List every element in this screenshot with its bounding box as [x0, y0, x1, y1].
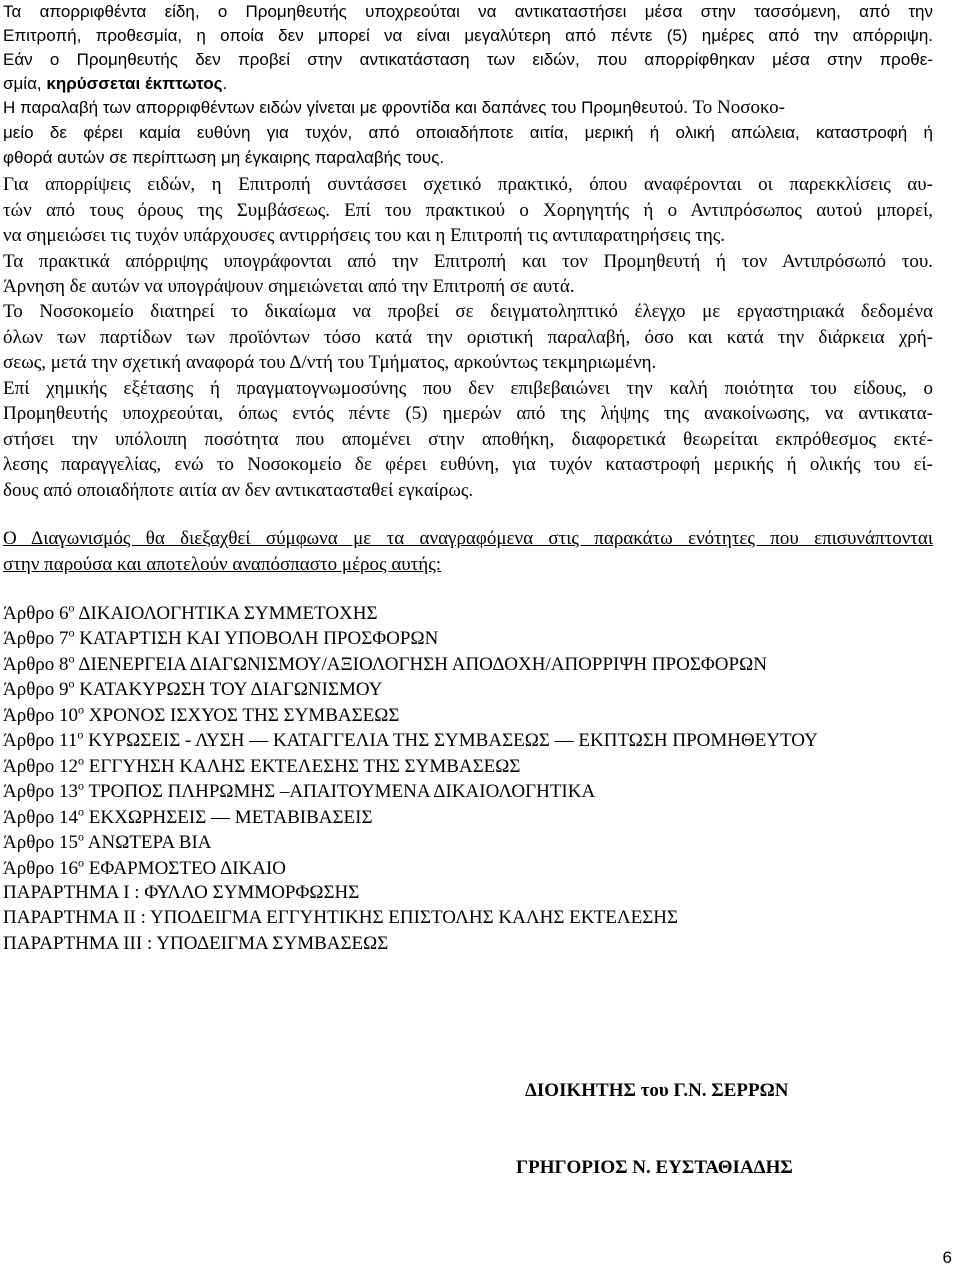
text-line: να σημειώσει τις τυχόν υπάρχουσες αντιρρήσεις του και η Επιτροπή τις αντιπαρατηρήσεις της.: [3, 225, 726, 246]
article-title: ΕΦΑΡΜΟΣΤΕΟ ΔΙΚΑΙΟ: [84, 858, 287, 879]
signature-title: ΔΙΟΙΚΗΤΗΣ του Γ.Ν. ΣΕΡΡΩΝ: [525, 1080, 789, 1101]
underlined-intro-line: Ο Διαγωνισμός θα διεξαχθεί σύμφωνα με τα αναγραφόμενα στις παρακάτω ενότητες που επισυνάπτονται: [3, 528, 933, 549]
article-item: [3, 627, 438, 651]
text-span: σμία,: [3, 74, 47, 93]
article-item: [3, 678, 382, 702]
article-item: [3, 653, 767, 677]
article-label: Άρθρο 11: [3, 730, 78, 751]
article-title: ΕΚΧΩΡΗΣΕΙΣ — ΜΕΤΑΒΙΒΑΣΕΙΣ: [84, 807, 373, 828]
text-line: [3, 72, 227, 96]
article-item: [3, 704, 399, 728]
signature-name: ΓΡΗΓΟΡΙΟΣ Ν. ΕΥΣΤΑΘΙΑΔΗΣ: [516, 1157, 793, 1178]
article-sup: ο: [77, 727, 84, 742]
article-title: ΔΙΕΝΕΡΓΕΙΑ ΔΙΑΓΩΝΙΣΜΟΥ/ΑΞΙΟΛΟΓΗΣΗ ΑΠΟΔΟΧΗ/ΑΠΟΡΡΙΨΗ ΠΡΟΣΦΟΡΩΝ: [74, 654, 767, 675]
article-item: [3, 729, 818, 753]
article-sup: ο: [78, 778, 85, 793]
article-label: Άρθρο 15: [3, 832, 79, 853]
article-title: ΕΓΓΥΗΣΗ ΚΑΛΗΣ ΕΚΤΕΛΕΣΗΣ ΤΗΣ ΣΥΜΒΑΣΕΩΣ: [84, 756, 521, 777]
article-label: Άρθρο 13: [3, 781, 79, 802]
annex-item: ΠΑΡΑΡΤΗΜΑ ΙΙΙ : ΥΠΟΔΕΙΓΜΑ ΣΥΜΒΑΣΕΩΣ: [3, 933, 389, 954]
article-label: Άρθρο 7: [3, 628, 69, 649]
text-span: Η παραλαβή των απορριφθέντων ειδών γίνεται με φροντίδα και δαπάνες του Προμηθευτού.: [3, 98, 689, 117]
article-sup: ο: [78, 829, 85, 844]
text-line: μείο δε φέρει καμία ευθύνη για τυχόν, από οποιαδήποτε αιτία, μερική ή ολική απώλεια, καταστροφή ή: [3, 123, 933, 142]
article-label: Άρθρο 8: [3, 654, 69, 675]
text-line: Επιτροπή, προθεσμία, η οποία δεν μπορεί να είναι μεγαλύτερη από πέντε (5) ημέρες από την απόρριψη.: [3, 26, 933, 45]
text-line: δους από οποιαδήποτε αιτία αν δεν αντικατασταθεί εγκαίρως.: [3, 480, 474, 501]
bold-text: κηρύσσεται έκπτωτος: [46, 74, 223, 93]
article-sup: ο: [68, 676, 75, 691]
article-item: [3, 755, 520, 779]
article-sup: ο: [78, 702, 85, 717]
article-label: Άρθρο 16: [3, 858, 79, 879]
annex-item: ΠΑΡΑΡΤΗΜΑ Ι : ΦΥΛΛΟ ΣΥΜΜΟΡΦΩΣΗΣ: [3, 882, 360, 903]
article-label: Άρθρο 6: [3, 603, 69, 624]
article-title: ΚΑΤΑΡΤΙΣΗ ΚΑΙ ΥΠΟΒΟΛΗ ΠΡΟΣΦΟΡΩΝ: [74, 628, 439, 649]
text-line: Επί χημικής εξέτασης ή πραγματογνωμοσύνης που δεν επιβεβαιώνει την καλή ποιότητα του είδους, ο: [3, 378, 933, 399]
article-sup: ο: [68, 625, 75, 640]
text-line: Τα πρακτικά απόρριψης υπογράφονται από την Επιτροπή και τον Προμηθευτή ή τον Αντιπρόσωπό του.: [3, 251, 933, 272]
article-item: [3, 602, 378, 626]
article-title: ΚΥΡΩΣΕΙΣ - ΛΥΣΗ — ΚΑΤΑΓΓΕΛΙΑ ΤΗΣ ΣΥΜΒΑΣΕΩΣ — ΕΚΠΤΩΣΗ ΠΡΟΜΗΘΕΥΤΟΥ: [83, 730, 818, 751]
article-title: ΑΝΩΤΕΡΑ ΒΙΑ: [84, 832, 212, 853]
text-line: Το Νοσοκομείο διατηρεί το δικαίωμα να προβεί σε δειγματοληπτικό έλεγχο με εργαστηριακά δεδομένα: [3, 301, 933, 322]
article-sup: ο: [78, 855, 85, 870]
article-label: Άρθρο 12: [3, 756, 79, 777]
article-item: [3, 857, 286, 881]
text-line: Τα απορριφθέντα είδη, ο Προμηθευτής υποχρεούται να αντικαταστήσει μέσα στην τασσόμενη, από την: [3, 2, 933, 21]
article-item: [3, 831, 212, 855]
text-line: [3, 96, 785, 120]
text-line: Εάν ο Προμηθευτής δεν προβεί στην αντικατάσταση των ειδών, που απορρίφθηκαν μέσα στην προθε-: [3, 50, 933, 69]
text-span: στην παρούσα και αποτελούν αναπόσπαστο μέρος αυτής:: [3, 554, 442, 575]
text-line: φθορά αυτών σε περίπτωση μη έγκαιρης παραλαβής τους.: [3, 148, 445, 167]
article-title: ΚΑΤΑΚΥΡΩΣΗ ΤΟΥ ΔΙΑΓΩΝΙΣΜΟΥ: [74, 679, 383, 700]
text-span: .: [222, 74, 228, 93]
article-title: ΤΡΟΠΟΣ ΠΛΗΡΩΜΗΣ –ΑΠΑΙΤΟΥΜΕΝΑ ΔΙΚΑΙΟΛΟΓΗΤΙΚΑ: [84, 781, 596, 802]
article-item: [3, 806, 373, 830]
article-item: [3, 780, 595, 804]
underlined-intro-line: [3, 553, 479, 577]
article-label: Άρθρο 10: [3, 705, 79, 726]
article-sup: ο: [68, 651, 75, 666]
text-line: λεσης παραγγελίας, ενώ το Νοσοκομείο δε φέρει ευθύνη, για τυχόν καταστροφή μερικής ή ολικής του εί-: [3, 454, 933, 475]
text-line: όλων των παρτίδων των προϊόντων τόσο κατά την οριστική παραλαβή, όσο και κατά την διάρκεια χρή-: [3, 327, 933, 348]
text-line: Άρνηση δε αυτών να υπογράψουν σημειώνεται από την Επιτροπή σε αυτά.: [3, 276, 575, 297]
article-title: ΔΙΚΑΙΟΛΟΓΗΤΙΚΑ ΣΥΜΜΕΤΟΧΗΣ: [74, 603, 378, 624]
article-label: Άρθρο 9: [3, 679, 69, 700]
article-sup: ο: [78, 804, 85, 819]
text-line: τών από τους όρους της Συμβάσεως. Επί του πρακτικού ο Χορηγητής ή ο Αντιπρόσωπος αυτού μπορεί,: [3, 200, 933, 221]
page-number: 6: [942, 1248, 952, 1267]
article-title: ΧΡΟΝΟΣ ΙΣΧΥΟΣ ΤΗΣ ΣΥΜΒΑΣΕΩΣ: [84, 705, 400, 726]
article-sup: ο: [68, 600, 75, 615]
text-line: σεως, μετά την σχετική αναφορά του Δ/ντή του Τμήματος, αρκούντως τεκμηριωμένη.: [3, 352, 657, 373]
text-span: Το Νοσοκο-: [688, 97, 785, 118]
article-label: Άρθρο 14: [3, 807, 79, 828]
text-line: στήσει την υπόλοιπη ποσότητα που απομένει στην αποθήκη, διαφορετικά θεωρείται εκπρόθεσμος εκτέ-: [3, 429, 933, 450]
article-sup: ο: [78, 753, 85, 768]
text-line: Προμηθευτής υποχρεούται, όπως εντός πέντε (5) ημερών από της λήψης της ανακοίνωσης, να αντικατα-: [3, 403, 933, 424]
annex-item: ΠΑΡΑΡΤΗΜΑ ΙΙ : ΥΠΟΔΕΙΓΜΑ ΕΓΓΥΗΤΙΚΗΣ ΕΠΙΣΤΟΛΗΣ ΚΑΛΗΣ ΕΚΤΕΛΕΣΗΣ: [3, 907, 679, 928]
text-line: Για απορρίψεις ειδών, η Επιτροπή συντάσσει σχετικό πρακτικό, όπου αναφέρονται οι παρεκκλίσεις αυ-: [3, 174, 933, 195]
